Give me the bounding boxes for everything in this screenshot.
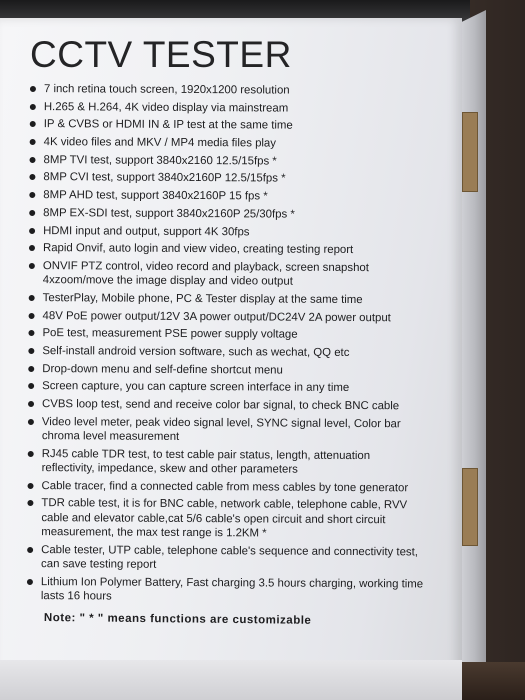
list-item: [28, 135, 458, 152]
bullet-icon: [28, 348, 34, 354]
list-item: [26, 362, 456, 379]
bullet-icon: [30, 157, 36, 163]
feature-text-continued: chroma level measurement: [41, 430, 180, 443]
list-item: [27, 309, 457, 326]
bullet-icon: [27, 547, 33, 553]
list-item: [27, 170, 457, 187]
bullet-icon: [28, 419, 34, 425]
list-item: [28, 100, 458, 117]
bullet-icon: [28, 330, 34, 336]
feature-text: PoE test, measurement PSE power supply voltage: [42, 327, 298, 341]
feature-text: TesterPlay, Mobile phone, PC & Tester display at the same time: [42, 291, 363, 306]
feature-text: Drop-down menu and self-define shortcut menu: [42, 362, 283, 377]
feature-text: RJ45 cable TDR test, to test cable pair status, length, attenuation: [41, 447, 371, 462]
bullet-icon: [28, 383, 34, 389]
feature-text-continued: cable and elevator cable,cat 5/6 cable's open circuit and short circuit: [41, 511, 386, 526]
bullet-icon: [29, 245, 35, 251]
list-item: [27, 188, 457, 205]
feature-text: 4K video files and MKV / MP4 media files play: [43, 136, 277, 150]
feature-text: CVBS loop test, send and receive color bar signal, to check BNC cable: [41, 398, 400, 413]
list-item: [26, 344, 456, 361]
bullet-icon: [30, 139, 36, 145]
feature-text: Rapid Onvif, auto login and view video, creating testing report: [42, 242, 354, 257]
box-flap-upper: [462, 112, 478, 192]
feature-text: 8MP TVI test, support 3840x2160 12.5/15fps *: [43, 153, 277, 168]
bullet-icon: [29, 295, 35, 301]
bullet-icon: [28, 451, 34, 457]
feature-text: 48V PoE power output/12V 3A power output/DC24V 2A power output: [42, 309, 391, 324]
bullet-icon: [27, 500, 33, 506]
bullet-icon: [27, 579, 33, 585]
bullet-icon: [30, 86, 36, 92]
bullet-icon: [28, 483, 34, 489]
bullet-icon: [29, 210, 35, 216]
feature-text: Cable tester, UTP cable, telephone cable's sequence and connectivity test,: [41, 543, 419, 559]
feature-text: H.265 & H.264, 4K video display via mainstream: [43, 100, 289, 115]
bullet-icon: [29, 174, 35, 180]
list-item: [26, 397, 456, 414]
feature-text: 8MP AHD test, support 3840x2160P 15 fps *: [43, 189, 268, 203]
box-flap-lower: [462, 468, 478, 546]
list-item: [27, 291, 457, 308]
list-item: [25, 543, 455, 574]
feature-text: 8MP CVI test, support 3840x2160P 12.5/15fps *: [43, 171, 286, 186]
feature-text-continued: measurement, the max test range is 1.2KM *: [41, 526, 267, 540]
bullet-icon: [30, 121, 36, 127]
list-item: [28, 82, 458, 99]
list-item: [25, 496, 455, 542]
list-item: [27, 223, 457, 240]
box-bottom-face: [0, 660, 462, 700]
bullet-icon: [28, 366, 34, 372]
list-item: [25, 479, 455, 496]
list-item: [26, 447, 456, 478]
feature-text-continued: can save testing report: [41, 557, 157, 571]
list-item: [27, 259, 457, 290]
feature-list: [25, 82, 458, 609]
feature-text-continued: reflectivity, impedance, skew and other parameters: [41, 462, 298, 476]
bullet-icon: [29, 228, 35, 234]
feature-text: Video level meter, peak video signal level, SYNC signal level, Color bar: [41, 415, 401, 430]
list-item: [25, 575, 455, 606]
feature-text: Cable tracer, find a connected cable from mess cables by tone generator: [41, 479, 409, 494]
bullet-icon: [30, 104, 36, 110]
feature-text: ONVIF PTZ control, video record and playback, screen snapshot: [42, 259, 369, 274]
feature-text: TDR cable test, it is for BNC cable, network cable, telephone cable, RVV: [41, 497, 408, 512]
bullet-icon: [29, 263, 35, 269]
feature-text: 7 inch retina touch screen, 1920x1200 resolution: [43, 83, 290, 97]
list-item: [28, 117, 458, 134]
feature-text: Self-install android version software, such as wechat, QQ etc: [42, 345, 350, 359]
feature-text: Screen capture, you can capture screen interface in any time: [42, 380, 350, 395]
customizable-note: Note: " * " means functions are customizable: [43, 612, 312, 627]
feature-text: Lithium Ion Polymer Battery, Fast charging 3.5 hours charging, working time: [40, 575, 424, 591]
list-item: [26, 379, 456, 396]
list-item: [27, 206, 457, 223]
feature-text-continued: 4xzoom/move the image display and video output: [42, 274, 293, 288]
list-item: [26, 326, 456, 343]
feature-text: HDMI input and output, support 4K 30fps: [43, 224, 250, 238]
bullet-icon: [29, 313, 35, 319]
list-item: [27, 153, 457, 170]
list-item: [27, 241, 457, 258]
product-title: CCTV TESTER: [30, 34, 292, 75]
bullet-icon: [28, 401, 34, 407]
feature-text-continued: lasts 16 hours: [40, 589, 112, 603]
feature-text: IP & CVBS or HDMI IN & IP test at the same time: [43, 118, 293, 132]
bullet-icon: [29, 192, 35, 198]
list-item: [26, 415, 456, 446]
feature-text: 8MP EX-SDI test, support 3840x2160P 25/30fps *: [43, 206, 295, 221]
